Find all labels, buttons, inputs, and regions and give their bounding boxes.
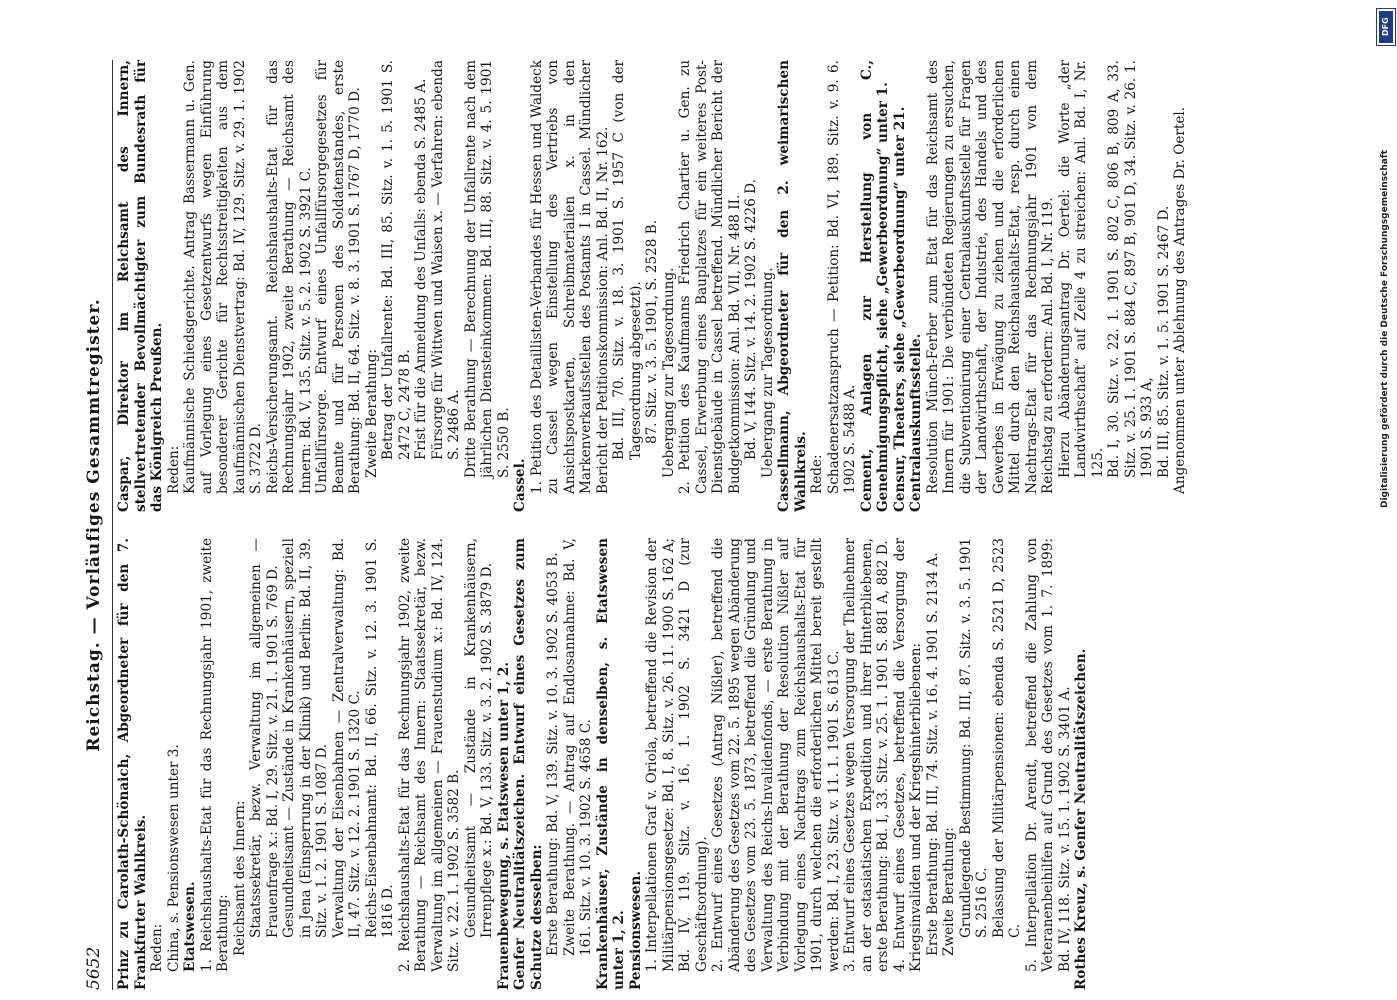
entry-line: Reichs-Versicherungsamt. Reichshaushalts-Etat für das Rechnungsjahr 1902, zweite Berathung — Reichsamt des Innern: Bd. V, 135. Sitz. v. 5. 2. 1902 S. 3921 C. (264, 60, 314, 494)
entry-line: Bd. I, 30. Sitz. v. 22. 1. 1901 S. 802 C, 806 B, 809 A, 33. Sitz. v. 25. 1. 1901 S. 884 C, 897 B, 901 D, 34. Sitz. v. 26. 1. 1901 S. 933 A, (1106, 60, 1155, 478)
entry-line: 87. Sitz. v. 3. 5. 1901, S. 2528 B. (644, 219, 660, 444)
entry-heading: Caspar, Direktor im Reichsamt des Innern, stellvertretender Bevollmächtigter zum Bundesrath für das Königreich Preußen. (116, 60, 165, 512)
entry-line: Bd. III, 70. Sitz. v. 18. 3. 1901 S. 1957 C (von der Tagesordnung abgesetzt). (611, 60, 644, 460)
entry-line: Staatssekretär, bezw. Verwaltung im allgemeinen — Frauenfrage x.: Bd. I, 29. Sitz. v. 21. 1. 1901 S. 769 D. (248, 538, 281, 938)
entry-line: Uebergang zur Tagesordnung. (660, 267, 677, 478)
digitization-credit: Digitalisierung gefördert durch die Deutsche Forschungsgemeinschaft (1380, 149, 1390, 508)
entry-line: 1. Petition des Detaillisten-Verbandes für Hessen und Waldeck zu Cassel wegen Einstellung des Vertriebs von Ansichtspostkarten, Schreibmaterialien x. in den Markenverkaufsstellen des Postamts I in Cassel. Mündlicher Bericht der Petitionskommission: Anl. Bd. II, Nr. 162. (528, 60, 611, 494)
entry-line: Zweite Berathung: (363, 349, 380, 478)
entry-line: Bd. V, 144. Sitz. v. 14. 2. 1902 S. 4226 D. (743, 179, 759, 460)
entry-line: 2. Entwurf eines Gesetzes (Antrag Nißler), betreffend die Abänderung des Gesetzes vom 22. 5. 1895 wegen Abänderung des Gesetzes vom 23. 5. 1873, betreffend die Gründung und Verwaltung des Reichs-Invalidenfonds, — erste Berathung in Verbindung mit der Berathung der Resolution Nißler auf Vorlegung eines Nachtrags zum Reichshaushalts-Etat für 1901, durch welchen die erforderlichen Mittel bereit gestellt werden: Bd. I, 23. Sitz. v. 11. 1. 1901 S. 613 C. (710, 538, 842, 972)
entry-subheading: Etatswesen. (182, 881, 198, 972)
header-rule (112, 60, 113, 990)
entry-line: Dritte Berathung — Berechnung der Unfallrente nach dem jährlichen Diensteinkommen: Bd. III, 88. Sitz. v. 4. 5. 1901 S. 2550 B. (462, 60, 512, 478)
entry-line: Schadenersatzanspruch — Petition: Bd. VI, 189. Sitz. v. 9. 6. 1902 S. 5488 A. (825, 60, 858, 494)
entry-line: Uebergang zur Tagesordnung. (759, 267, 776, 478)
entry-line: 5. Interpellation Dr. Arendt, betreffend die Zahlung von Veteranenbeihilfen auf Grund des Gesetzes vom 1. 7. 1899: Bd. IV, 118. Sitz. v. 15. 1. 1902 S. 3401 A. (1023, 538, 1073, 972)
rotated-register-page (80, 60, 1350, 990)
entry-heading: Cassel. (512, 458, 528, 512)
entry-line: Reden: (165, 445, 182, 494)
entry-heading: Prinz zu Carolath-Schönaich, Abgeordneter für den 7. Frankfurter Wahlkreis. (116, 538, 149, 990)
entry-line: Reichs-Eisenbahnamt: Bd. II, 66. Sitz. v. 12. 3. 1901 S. 1816 D. (363, 538, 396, 938)
entry-heading: Krankenhäuser, Zustände in denselben, s. Etatswesen unter 1, 2. (594, 538, 627, 990)
dfg-logo-text: DFG (1379, 11, 1393, 43)
entry-line: Kaufmännische Schiedsgerichte. Antrag Bassermann u. Gen. auf Vorlegung eines Gesetzentwurfs wegen Einführung besonderer Gerichte für Rechtsstreitigkeiten aus dem kaufmännischen Dienstvertrag: Bd. IV, 129. Sitz. v. 29. 1. 1902 S. 3722 D. (182, 60, 264, 494)
entry-line: Zweite Berathung. — Antrag auf Endlosannahme: Bd. V, 161. Sitz. v. 10. 3. 1902 S. 4658 C. (561, 538, 594, 956)
entry-line: Fürsorge für Wittwen und Waisen x. — Verfahren: ebenda S. 2486 A. (429, 60, 462, 460)
entry-line: Bd. III, 85. Sitz. v. 1. 5. 1901 S. 2467 D. (1155, 205, 1172, 478)
entry-line: Verwaltung der Eisenbahnen — Zentralverwaltung: Bd. II, 47. Sitz. v. 12. 2. 1901 S. 1320 C. (330, 538, 363, 938)
entry-heading: Cement, Anlagen zur Herstellung von C., Genehmigungspflicht, siehe „Gewerbeordnung“ unter 1. (858, 60, 891, 512)
right-column (116, 60, 1189, 512)
entry-line: Frist für die Anmeldung des Unfalls: ebenda S. 2485 A. (413, 78, 429, 460)
entry-line: Resolution Münch-Ferber zum Etat für das Reichsamt des Innern für 1901: Die verbündeten Regierungen zu ersuchen, die Subventionirung einer Centralauskunftsstelle für Fragen der Landwirthschaft, der Industrie, des Handels und des Gewerbes in Erwägung zu ziehen und die erforderlichen Mittel durch den Reichshaushalts-Etat, resp. durch einen Nachtrags-Etat für das Rechnungsjahr 1901 von dem Reichstag zu erfordern: Anl. Bd. I, Nr. 119. (924, 60, 1056, 494)
entry-line: Zweite Berathung: (941, 827, 957, 956)
entry-line: 2. Petition des Kaufmanns Friedrich Chartier u. Gen. zu Cassel, Erwerbung eines Bauplatzes für ein weiteres Post-Dienstgebäude in Cassel betreffend. Mündlicher Bericht der Budgetkommission: Anl. Bd. VII, Nr. 488 II. (677, 60, 743, 494)
entry-line: Unfallfürsorge. Entwurf eines Unfallfürsorgegesetzes für Beamte und für Personen des Soldatenstandes, erste Berathung: Bd. II, 64. Sitz. v. 8. 3. 1901 S. 1767 D, 1770 D. (314, 60, 363, 494)
entry-heading: Censur, Theaters, siehe „Gewerbeordnung“ unter 21. (891, 106, 908, 512)
entry-heading: Centralauskunftsstelle. (908, 333, 924, 512)
entry-line: Erste Berathung: Bd. III, 74. Sitz. v. 16. 4. 1901 S. 2134 A. (924, 552, 941, 956)
entry-heading: Genfer Neutralitätszeichen. Entwurf eines Gesetzes zum Schutze desselben: (512, 538, 545, 990)
entry-line: Reden: (149, 923, 165, 972)
entry-heading: Pensionswesen. (627, 870, 644, 990)
entry-line: China, s. Pensionswesen unter 3. (165, 744, 182, 972)
entry-heading: Rothes Kreuz, s. Genfer Neutralitätszeichen. (1073, 648, 1089, 990)
entry-line: Rede: (809, 454, 825, 494)
dfg-logo-icon (1376, 8, 1396, 46)
left-column (116, 538, 1090, 990)
page-number: 5652 (84, 946, 104, 990)
entry-line: Gesundheitsamt — Zustände in Krankenhäusern, Irrenpflege x.: Bd. V, 133. Sitz. v. 3. 2. 1902 S. 3879 D. (462, 538, 495, 938)
entry-line: Grundlegende Bestimmung: Bd. III, 87. Sitz. v. 3. 5. 1901 S. 2516 C. (957, 538, 990, 938)
entry-line: 2. Reichshaushalts-Etat für das Rechnungsjahr 1902, zweite Berathung — Reichsamt des Innern: Staatssekretär, bezw. Verwaltung im allgemeinen — Frauenstudium x.: Bd. IV, 124. Sitz. v. 22. 1. 1902 S. 3582 B. (396, 538, 462, 972)
entry-line: Reichsamt des Innern: (231, 800, 248, 956)
running-header (80, 60, 114, 990)
entry-line: 1. Interpellationen Graf v. Oriola, betreffend die Revision der Militärpensionsgesetze: Bd. I, 8. Sitz. v. 26. 11. 1900 S. 162 A; Bd. IV, 119. Sitz. v. 16. 1. 1902 S. 3421 D (zur Geschäftsordnung). (644, 538, 710, 972)
entry-line: Hierzu Abänderungsantrag Dr. Oertel: die Worte „der Landwirthschaft“ auf Zeile 4 zu streichen: Anl. Bd. I, Nr. 125. (1056, 60, 1106, 478)
entry-heading: Frauenbewegung, s. Etatswesen unter 1, 2. (495, 661, 512, 990)
entry-line: Belassung der Militärpensionen: ebenda S. 2521 D, 2523 C. (990, 538, 1023, 938)
entry-line: Angenommen unter Ablehnung des Antrages Dr. Oertel. (1172, 106, 1188, 494)
entry-line: Erste Berathung: Bd. V, 139. Sitz. v. 10. 3. 1902 S. 4053 B. (545, 552, 561, 956)
entry-line: 1. Reichshaushalts-Etat für das Rechnungsjahr 1901, zweite Berathung: (198, 538, 231, 972)
entry-line: Betrag der Unfallrente: Bd. III, 85. Sitz. v. 1. 5. 1901 S. 2472 C, 2478 B. (380, 60, 413, 460)
page-title: Reichstag. — Vorläufiges Gesammtregister. (84, 298, 104, 752)
entry-heading: Cassellmann, Abgeordneter für den 2. weimarischen Wahlkreis. (776, 60, 809, 512)
entry-line: Gesundheitsamt — Zustände in Krankenhäusern, speziell in Jena (Einsperrung in der Klinik) und Berlin: Bd. II, 39. Sitz. v. 1. 2. 1901 S. 1087 D. (281, 538, 330, 938)
entry-line: 4. Entwurf eines Gesetzes, betreffend die Versorgung der Kriegsinvaliden und der Kriegshinterbliebenen: (891, 538, 924, 972)
entry-line: 3. Entwurf eines Gesetzes wegen Versorgung der Theilnehmer an der ostasiatischen Expedition und ihrer Hinterbliebenen, erste Berathung: Bd. I, 33. Sitz. v. 25. 1. 1901 S. 881 A, 882 D. (842, 538, 891, 972)
